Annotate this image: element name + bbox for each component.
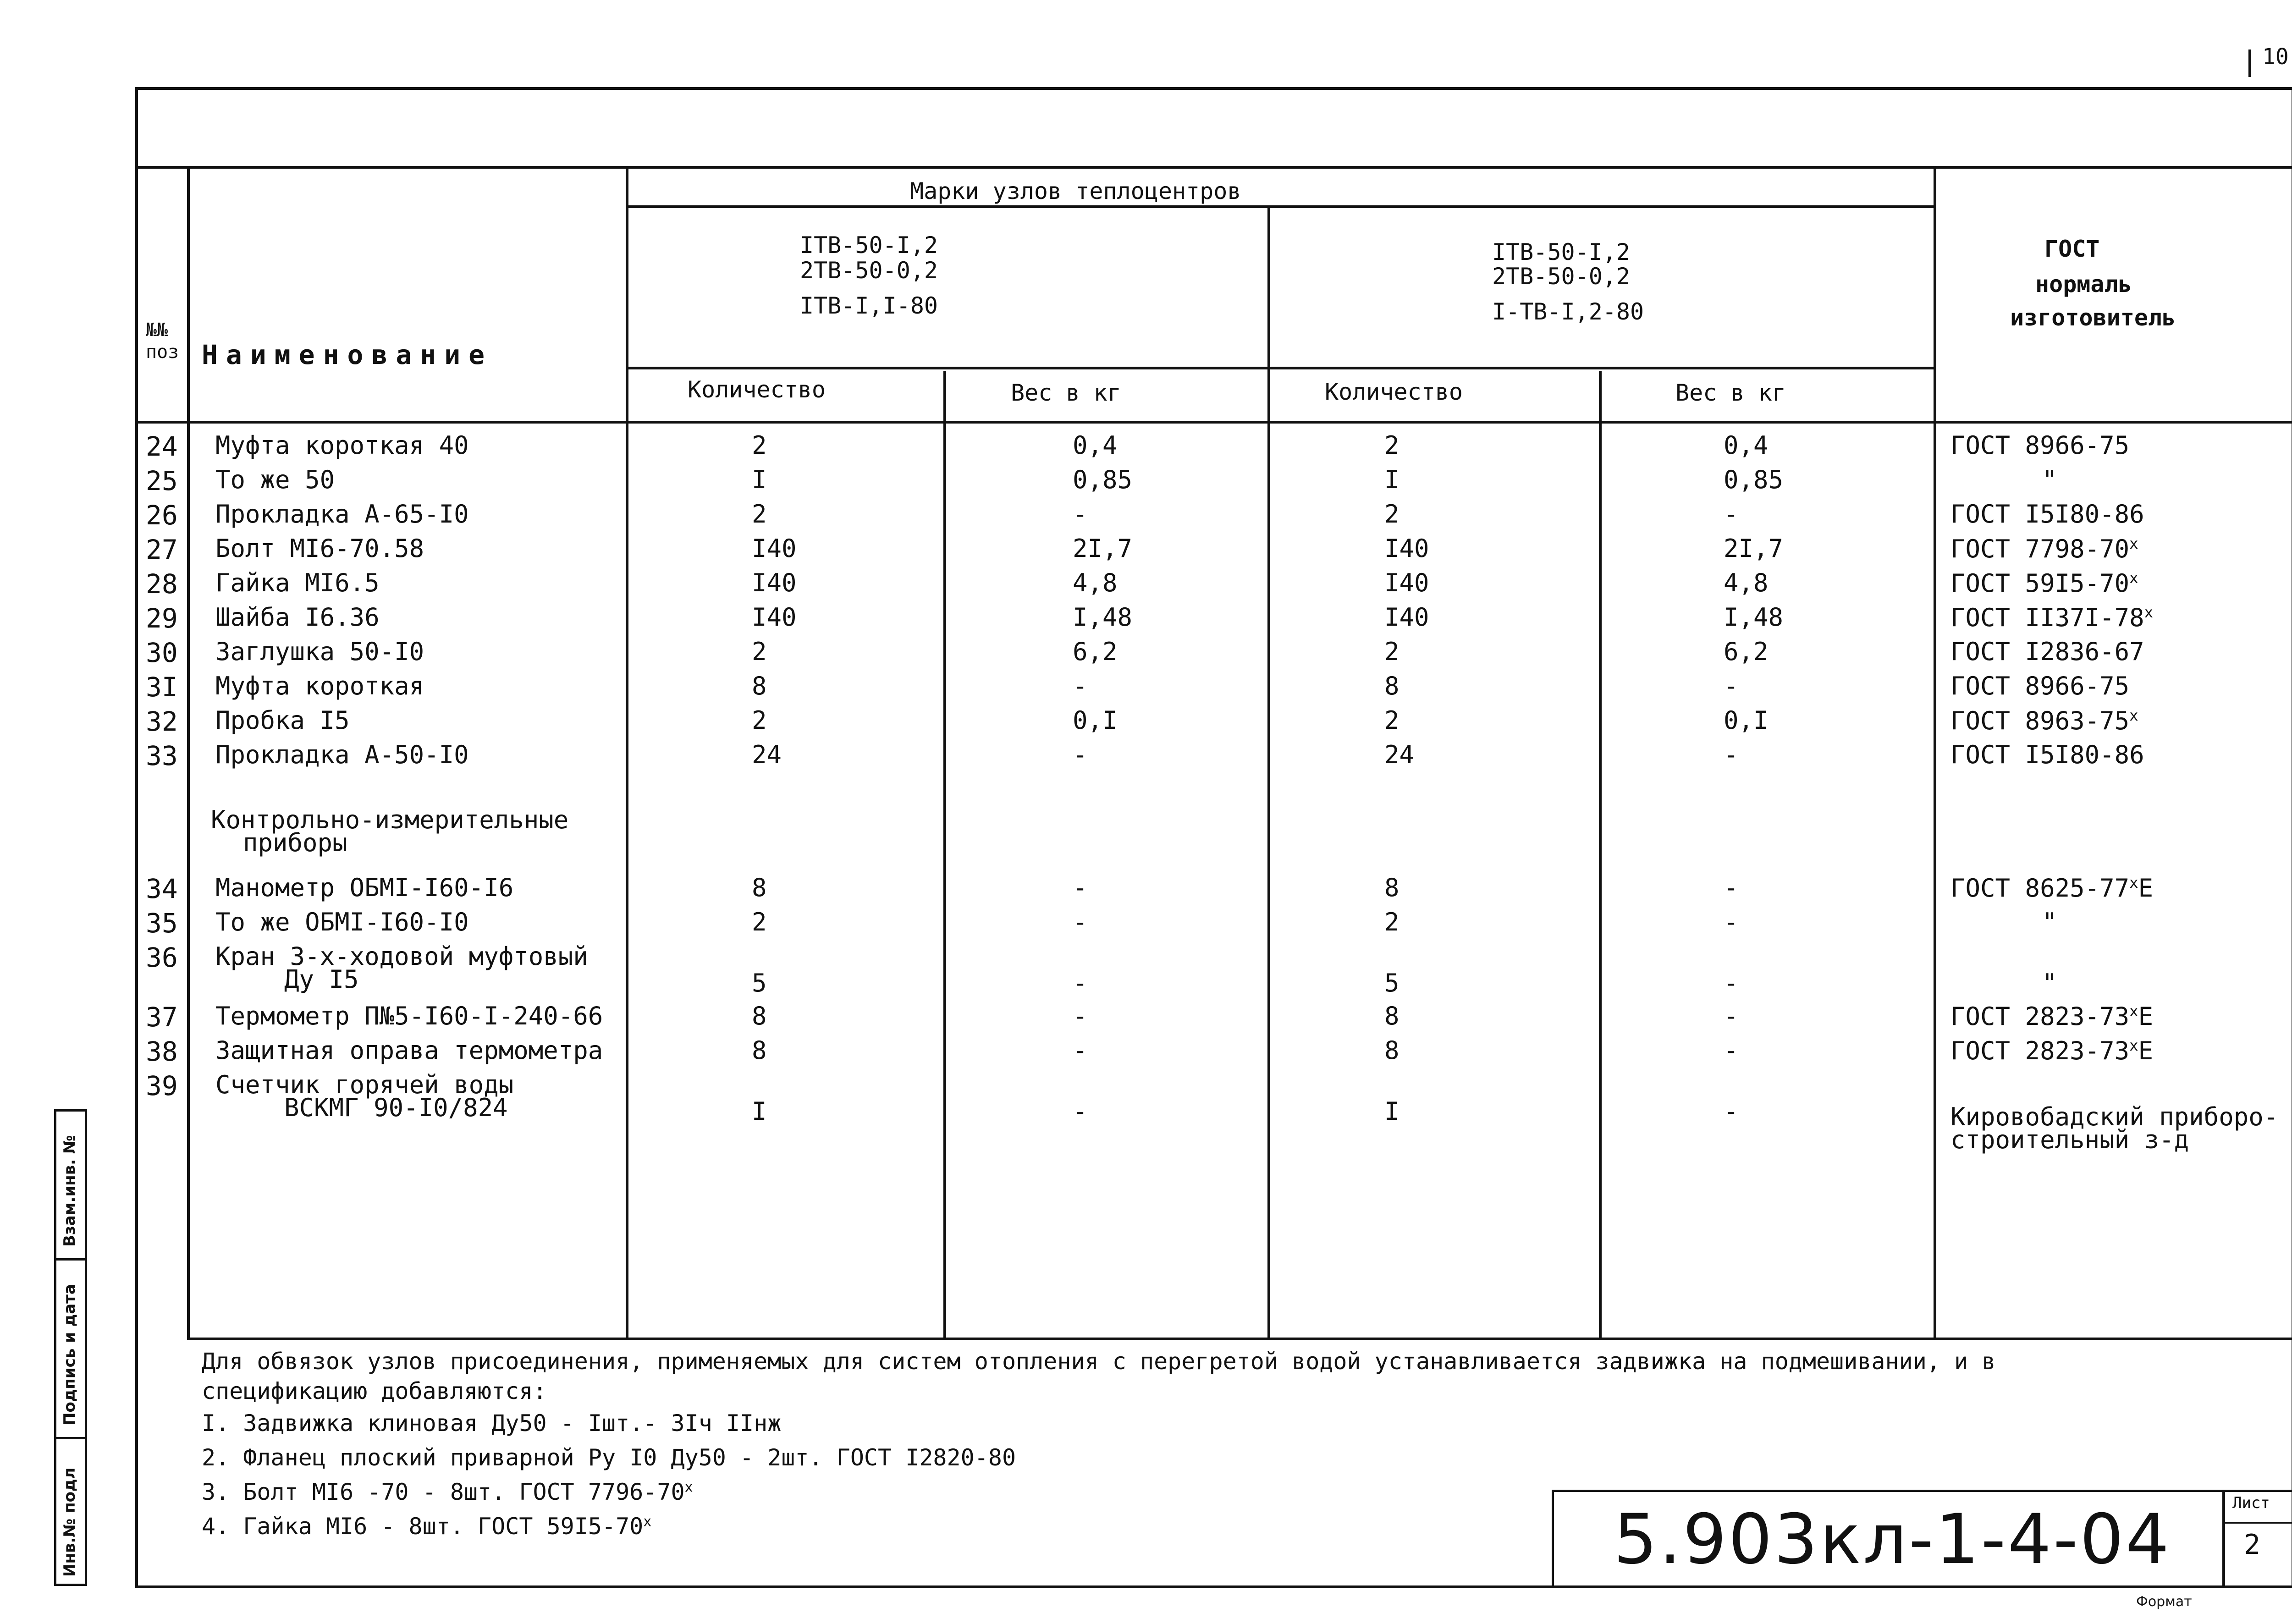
row-weight-1: - — [1073, 500, 1088, 528]
row-name: Термометр П№5-I60-I-240-66 — [215, 1002, 603, 1030]
qty-header-2: Количество — [1325, 379, 1463, 405]
row-gost: ГОСТ 7798-70$^x$ — [1950, 534, 2138, 563]
row-number: 34 — [146, 873, 178, 904]
row-name: Заглушка 50-I0 — [215, 637, 424, 666]
row-number: 26 — [146, 500, 178, 531]
col-line-group2 — [1267, 207, 1270, 1339]
weight-header-1: Вес в кг — [1011, 380, 1121, 406]
title-block-divider — [2222, 1490, 2225, 1588]
row-weight-1: - — [1073, 1097, 1088, 1126]
row-weight-1: - — [1073, 740, 1088, 769]
document-code: 5.903кл-1-4-04 — [1614, 1500, 2171, 1580]
row-name: Шайба I6.36 — [215, 603, 380, 632]
row-name: Манометр ОБМI-I60-I6 — [215, 873, 514, 902]
row-qty-2: 8 — [1384, 672, 1399, 700]
row-name: Пробка I5 — [215, 706, 350, 735]
row-weight-2: - — [1724, 500, 1739, 528]
qty-header-1: Количество — [688, 376, 826, 403]
num-label-1: №№ — [146, 319, 168, 341]
row-name: Гайка МI6.5 — [215, 568, 380, 597]
row-weight-1: 0,85 — [1073, 465, 1133, 494]
row-number: 33 — [146, 740, 178, 771]
row-weight-1: 4,8 — [1073, 568, 1118, 597]
row-gost: ГОСТ 8966-75 — [1950, 672, 2130, 700]
note-item-4: 4. Гайка МI6 - 8шт. ГОСТ 59I5-70$^x$ — [202, 1513, 652, 1540]
col-line-w1 — [943, 371, 946, 1339]
note-item-2: 2. Фланец плоский приварной Ру I0 Ду50 - 2шт. ГОСТ I2820-80 — [202, 1444, 1016, 1471]
row-weight-1: 0,I — [1073, 706, 1118, 735]
row-weight-2: - — [1724, 908, 1739, 936]
row-name-cont: ВСКМГ 90-I0/824 — [284, 1093, 508, 1122]
side-label-b: Подпись и дата — [61, 1284, 79, 1426]
row-weight-2: - — [1724, 1002, 1739, 1030]
row-qty-1: 2 — [752, 431, 767, 460]
row-number: 29 — [146, 603, 178, 634]
row-weight-2: 4,8 — [1724, 568, 1769, 597]
note-line-2: спецификацию добавляются: — [202, 1378, 547, 1404]
top-sheet-number: 10 — [2262, 44, 2289, 70]
row-gost: " — [2042, 908, 2057, 936]
row-gost: ГОСТ 8966-75 — [1950, 431, 2130, 460]
group-header: Марки узлов теплоцентров — [910, 178, 1241, 204]
group2-line1: ITB-50-I,2 — [1492, 239, 1631, 265]
side-div-2 — [54, 1437, 87, 1439]
row-qty-1: 2 — [752, 500, 767, 528]
row-number: 32 — [146, 706, 178, 737]
row-weight-2: - — [1724, 672, 1739, 700]
row-gost: ГОСТ 59I5-70$^x$ — [1950, 569, 2138, 598]
top-band-line — [135, 166, 2292, 169]
row-qty-2: I40 — [1384, 568, 1429, 597]
gost-header-2: нормаль — [2035, 271, 2132, 297]
row-qty-1: 24 — [752, 740, 782, 769]
row-weight-1: - — [1073, 969, 1088, 997]
row-number: 30 — [146, 637, 178, 668]
row-weight-2: - — [1724, 873, 1739, 902]
row-gost: ГОСТ 8963-75$^x$ — [1950, 706, 2138, 735]
row-qty-1: 5 — [752, 969, 767, 997]
row-weight-1: - — [1073, 873, 1088, 902]
row-qty-2: 2 — [1384, 908, 1399, 936]
row-qty-1: 2 — [752, 706, 767, 735]
row-name: Кран 3-х-ходовой муфтовый — [215, 942, 588, 971]
row-gost: ГОСТ 8625-77$^x$E — [1950, 874, 2154, 903]
note-item-3: 3. Болт МI6 -70 - 8шт. ГОСТ 7796-70$^x$ — [202, 1479, 693, 1505]
section-title-2: приборы — [243, 828, 347, 857]
col-line-num — [187, 166, 190, 1339]
row-weight-2: 0,4 — [1724, 431, 1769, 460]
row-gost: Кировобадский приборо- — [1950, 1102, 2279, 1131]
row-qty-1: I40 — [752, 534, 797, 563]
table-bottom-line — [187, 1338, 2292, 1340]
row-name: Болт МI6-70.58 — [215, 534, 424, 563]
side-div-1 — [54, 1258, 87, 1261]
row-name: Прокладка А-50-I0 — [215, 740, 469, 769]
row-qty-1: I — [752, 465, 767, 494]
row-gost: ГОСТ I5I80-86 — [1950, 740, 2144, 769]
row-weight-1: I,48 — [1073, 603, 1133, 632]
gost-header-3: изготовитель — [2010, 304, 2176, 331]
group-names-line — [626, 367, 1936, 369]
sheet-number: 2 — [2244, 1529, 2261, 1561]
group2-line2: 2TB-50-0,2 — [1492, 263, 1631, 290]
row-name: То же ОБМI-I60-I0 — [215, 908, 469, 936]
col-line-name — [626, 166, 628, 1339]
side-label-a: Взам.инв. № — [61, 1135, 79, 1247]
row-number: 38 — [146, 1036, 178, 1067]
col-line-w2 — [1599, 371, 1602, 1339]
row-number: 24 — [146, 431, 178, 462]
row-gost: " — [2042, 465, 2057, 494]
row-weight-2: - — [1724, 969, 1739, 997]
row-number: 37 — [146, 1002, 178, 1033]
row-qty-1: I40 — [752, 568, 797, 597]
row-number: 25 — [146, 465, 178, 496]
row-number: 27 — [146, 534, 178, 565]
row-weight-1: - — [1073, 908, 1088, 936]
row-qty-2: 8 — [1384, 873, 1399, 902]
row-weight-2: I,48 — [1724, 603, 1784, 632]
row-gost-cont: строительный з-д — [1950, 1125, 2189, 1154]
row-qty-1: 8 — [752, 1036, 767, 1065]
row-qty-1: I40 — [752, 603, 797, 632]
sheet-label-line — [2222, 1522, 2292, 1524]
row-number: 28 — [146, 568, 178, 600]
row-number: 35 — [146, 908, 178, 939]
row-qty-2: I40 — [1384, 603, 1429, 632]
col-line-gost — [1934, 166, 1936, 1339]
row-qty-2: 2 — [1384, 706, 1399, 735]
row-weight-2: 6,2 — [1724, 637, 1769, 666]
row-qty-2: I — [1384, 1097, 1399, 1126]
row-name: Муфта короткая 40 — [215, 431, 469, 460]
row-qty-2: I — [1384, 465, 1399, 494]
row-qty-2: 2 — [1384, 431, 1399, 460]
row-qty-2: 8 — [1384, 1002, 1399, 1030]
group1-line1: ITB-50-I,2 — [800, 232, 938, 259]
name-header: Наименование — [202, 339, 493, 370]
row-qty-1: I — [752, 1097, 767, 1126]
gost-header-1: ГОСТ — [2044, 236, 2100, 262]
row-qty-2: 5 — [1384, 969, 1399, 997]
row-qty-1: 8 — [752, 672, 767, 700]
note-line-1: Для обвязок узлов присоединения, применяемых для систем отопления с перегретой водой устанавливается задвижка на подмешивании, и в — [202, 1348, 1996, 1375]
row-weight-2: - — [1724, 740, 1739, 769]
group2-line3: I-TB-I,2-80 — [1492, 298, 1644, 325]
top-tick — [2248, 50, 2251, 77]
row-qty-2: 2 — [1384, 637, 1399, 666]
format-label: Формат — [2136, 1594, 2192, 1610]
row-qty-1: 8 — [752, 1002, 767, 1030]
row-weight-2: 2I,7 — [1724, 534, 1784, 563]
row-weight-1: 0,4 — [1073, 431, 1118, 460]
row-qty-2: 2 — [1384, 500, 1399, 528]
group1-line3: ITB-I,I-80 — [800, 292, 938, 319]
note-item-1: I. Задвижка клиновая Ду50 - Iшт.- 3Iч IIнж — [202, 1410, 782, 1437]
row-qty-2: 8 — [1384, 1036, 1399, 1065]
row-name: Муфта короткая — [215, 672, 424, 700]
row-gost: ГОСТ I2836-67 — [1950, 637, 2144, 666]
row-gost: ГОСТ II37I-78$^x$ — [1950, 603, 2154, 632]
row-weight-1: - — [1073, 672, 1088, 700]
row-qty-1: 2 — [752, 637, 767, 666]
group-label-line — [626, 205, 1936, 208]
row-gost: ГОСТ I5I80-86 — [1950, 500, 2144, 528]
row-name: Прокладка А-65-I0 — [215, 500, 469, 528]
row-name: Счетчик горячей воды — [215, 1070, 514, 1099]
row-qty-1: 2 — [752, 908, 767, 936]
side-label-c: Инв.№ подл — [61, 1467, 79, 1577]
row-gost: " — [2042, 969, 2057, 997]
row-number: 36 — [146, 942, 178, 973]
row-weight-2: - — [1724, 1036, 1739, 1065]
header-bottom-line — [135, 421, 2292, 424]
row-gost: ГОСТ 2823-73$^x$E — [1950, 1002, 2154, 1031]
row-qty-1: 8 — [752, 873, 767, 902]
row-name-cont: Ду I5 — [284, 965, 359, 994]
section-title-1: Контрольно-измерительные — [211, 805, 569, 834]
row-weight-1: 6,2 — [1073, 637, 1118, 666]
row-qty-2: I40 — [1384, 534, 1429, 563]
group1-line2: 2TB-50-0,2 — [800, 257, 938, 284]
row-name: То же 50 — [215, 465, 335, 494]
row-qty-2: 24 — [1384, 740, 1415, 769]
row-weight-2: - — [1724, 1097, 1739, 1126]
sheet-label: Лист — [2232, 1494, 2270, 1512]
row-gost: ГОСТ 2823-73$^x$E — [1950, 1036, 2154, 1065]
row-weight-2: 0,85 — [1724, 465, 1784, 494]
num-label-2: поз — [146, 341, 179, 363]
row-weight-2: 0,I — [1724, 706, 1769, 735]
row-number: 39 — [146, 1070, 178, 1101]
row-weight-1: - — [1073, 1002, 1088, 1030]
weight-header-2: Вес в кг — [1675, 380, 1786, 406]
row-weight-1: - — [1073, 1036, 1088, 1065]
row-number: 3I — [146, 672, 178, 703]
row-name: Защитная оправа термометра — [215, 1036, 603, 1065]
row-weight-1: 2I,7 — [1073, 534, 1133, 563]
